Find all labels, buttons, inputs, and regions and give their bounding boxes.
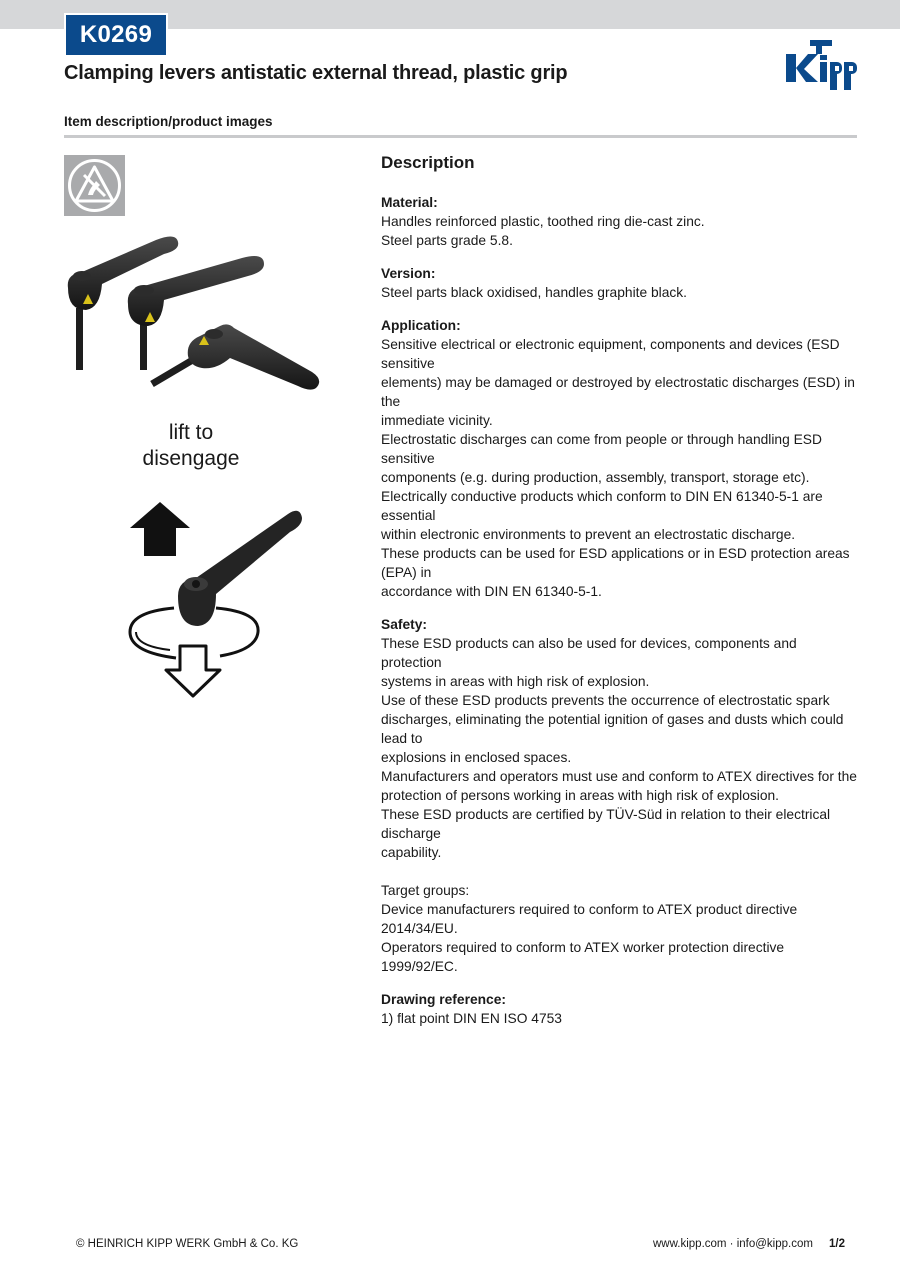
safety-line: Manufacturers and operators must use and conform to ATEX directives for the	[381, 769, 857, 784]
application-line: within electronic environments to prevent an electrostatic discharge.	[381, 527, 796, 542]
lift-to-disengage-label: lift to disengage	[142, 421, 240, 470]
application-title: Application:	[381, 318, 461, 333]
description-heading: Description	[381, 153, 475, 172]
safety-line: discharges, eliminating the potential ignition of gases and dusts which could lead to	[381, 712, 844, 746]
version-line: Steel parts black oxidised, handles graphite black.	[381, 285, 688, 300]
kipp-logo	[784, 38, 860, 92]
safety-line: These ESD products are certified by TÜV-Süd in relation to their electrical discharge	[381, 807, 831, 841]
material-line: Steel parts grade 5.8.	[381, 233, 513, 248]
down-arrow-icon	[166, 646, 220, 696]
up-arrow-icon	[130, 502, 190, 556]
version-title: Version:	[381, 266, 436, 281]
application-line: components (e.g. during production, assembly, transport, storage etc).	[381, 470, 810, 485]
target-groups-line: Operators required to conform to ATEX worker protection directive 1999/92/EC.	[381, 940, 785, 974]
section-label: Item description/product images	[64, 114, 273, 129]
safety-section	[381, 615, 857, 976]
product-code-badge: K0269	[64, 13, 168, 57]
material-line: Handles reinforced plastic, toothed ring die-cast zinc.	[381, 214, 705, 229]
application-line: Electrically conductive products which conform to DIN EN 61340-5-1 are essential	[381, 489, 823, 523]
drawing-reference-section	[381, 990, 857, 1028]
version-section	[381, 264, 857, 302]
application-line: immediate vicinity.	[381, 413, 493, 428]
target-groups-line: Device manufacturers required to conform to ATEX product directive 2014/34/EU.	[381, 902, 798, 936]
application-section	[381, 316, 857, 601]
application-line: Electrostatic discharges can come from people or through handling ESD sensitive	[381, 432, 822, 466]
safety-line: Use of these ESD products prevents the occurrence of electrostatic spark	[381, 693, 830, 708]
description-panel	[381, 150, 857, 1042]
page-number: 1/2	[829, 1238, 845, 1250]
application-line: elements) may be damaged or destroyed by electrostatic discharges (ESD) in the	[381, 375, 855, 409]
footer-contact: www.kipp.com · info@kipp.com	[653, 1238, 813, 1250]
material-section	[381, 193, 857, 250]
drawing-reference-title: Drawing reference:	[381, 992, 506, 1007]
product-image-levers	[60, 228, 326, 398]
safety-line: capability.	[381, 845, 442, 860]
safety-line: explosions in enclosed spaces.	[381, 750, 572, 765]
application-line: accordance with DIN EN 61340-5-1.	[381, 584, 602, 599]
esd-warning-icon	[64, 155, 125, 216]
safety-title: Safety:	[381, 617, 428, 632]
application-line: Sensitive electrical or electronic equipment, components and devices (ESD sensitive	[381, 337, 840, 371]
lift-rotate-diagram	[120, 500, 310, 700]
footer-copyright: © HEINRICH KIPP WERK GmbH & Co. KG	[76, 1238, 299, 1250]
material-title: Material:	[381, 195, 438, 210]
application-line: These products can be used for ESD applications or in ESD protection areas (EPA) in	[381, 546, 850, 580]
safety-line: protection of persons working in areas with high risk of explosion.	[381, 788, 780, 803]
drawing-reference-line: 1) flat point DIN EN ISO 4753	[381, 1011, 562, 1026]
section-divider	[64, 135, 857, 138]
safety-line: systems in areas with high risk of explosion.	[381, 674, 650, 689]
spacer	[381, 862, 857, 881]
safety-line: These ESD products can also be used for devices, components and protection	[381, 636, 797, 670]
page-title: Clamping levers antistatic external thread, plastic grip	[64, 62, 568, 84]
target-groups-line: Target groups:	[381, 883, 470, 898]
